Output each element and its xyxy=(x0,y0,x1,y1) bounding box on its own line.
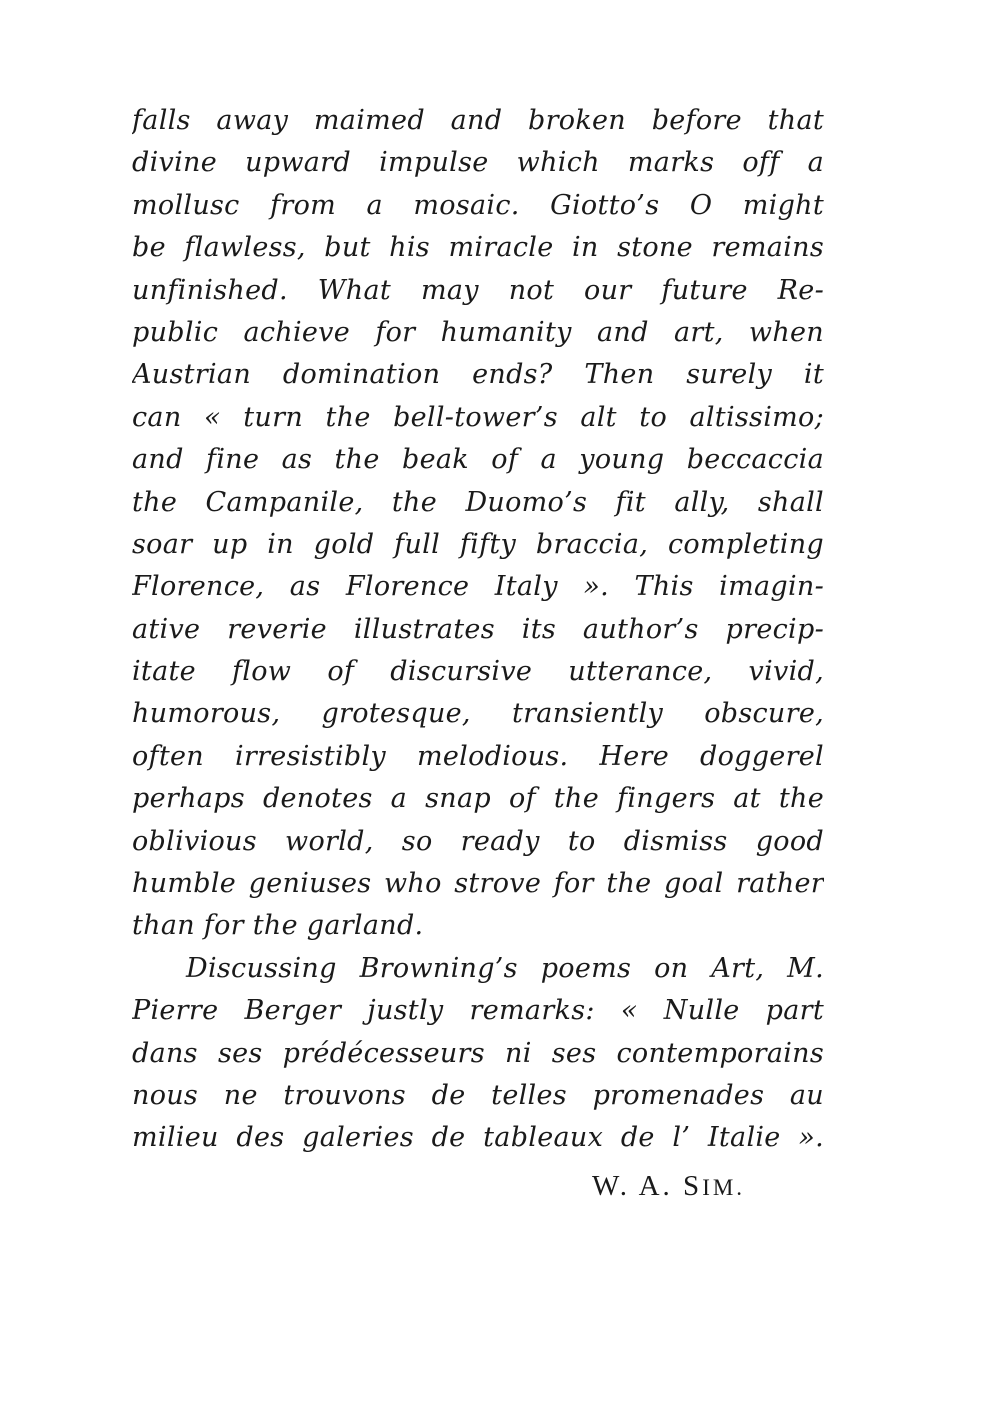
text-line: Discussing Browning’s poems on Art, M. xyxy=(186,952,824,984)
text-block xyxy=(132,100,824,1160)
text-line: public achieve for humanity and art, when xyxy=(132,316,824,348)
text-line: nous ne trouvons de telles promenades au xyxy=(132,1079,824,1111)
text-line: Austrian domination ends? Then surely it xyxy=(132,359,824,391)
text-line: the Campanile, the Duomo’s fit ally, shall xyxy=(132,486,824,518)
text-line: milieu des galeries de tableaux de l’ Italie ». xyxy=(132,1122,824,1154)
signature-surname: IM. xyxy=(702,1175,746,1200)
text-line: often irresistibly melodious. Here doggerel xyxy=(132,740,824,772)
text-line: dans ses prédécesseurs ni ses contemporains xyxy=(132,1037,824,1069)
author-signature xyxy=(592,1170,745,1203)
text-line: and fine as the beak of a young beccaccia xyxy=(132,444,824,476)
text-line: unfinished. What may not our future Re- xyxy=(132,274,824,306)
text-line: perhaps denotes a snap of the fingers at the xyxy=(132,783,824,815)
signature-initials: W. A. S xyxy=(592,1170,703,1202)
text-line: itate flow of discursive utterance, vivid, xyxy=(132,656,824,688)
text-line: humble geniuses who strove for the goal rather xyxy=(132,868,824,900)
page-body xyxy=(132,100,824,1160)
text-line: be flawless, but his miracle in stone remains xyxy=(132,232,824,264)
text-line: Pierre Berger justly remarks: « Nulle part xyxy=(132,995,824,1027)
text-line: falls away maimed and broken before that xyxy=(132,105,824,136)
text-line: than for the garland. xyxy=(132,910,424,942)
text-line: mollusc from a mosaic. Giotto’s O might xyxy=(132,189,824,221)
text-line: humorous, grotesque, transiently obscure, xyxy=(132,698,824,730)
text-line: Florence, as Florence Italy ». This imagin- xyxy=(132,571,824,603)
text-line: soar up in gold full fifty braccia, completing xyxy=(132,528,824,560)
text-line: can « turn the bell-tower’s alt to altissimo; xyxy=(132,401,824,433)
text-line: oblivious world, so ready to dismiss good xyxy=(132,825,824,857)
text-line: divine upward impulse which marks off a xyxy=(132,147,824,179)
text-line: ative reverie illustrates its author’s precip- xyxy=(132,613,824,645)
